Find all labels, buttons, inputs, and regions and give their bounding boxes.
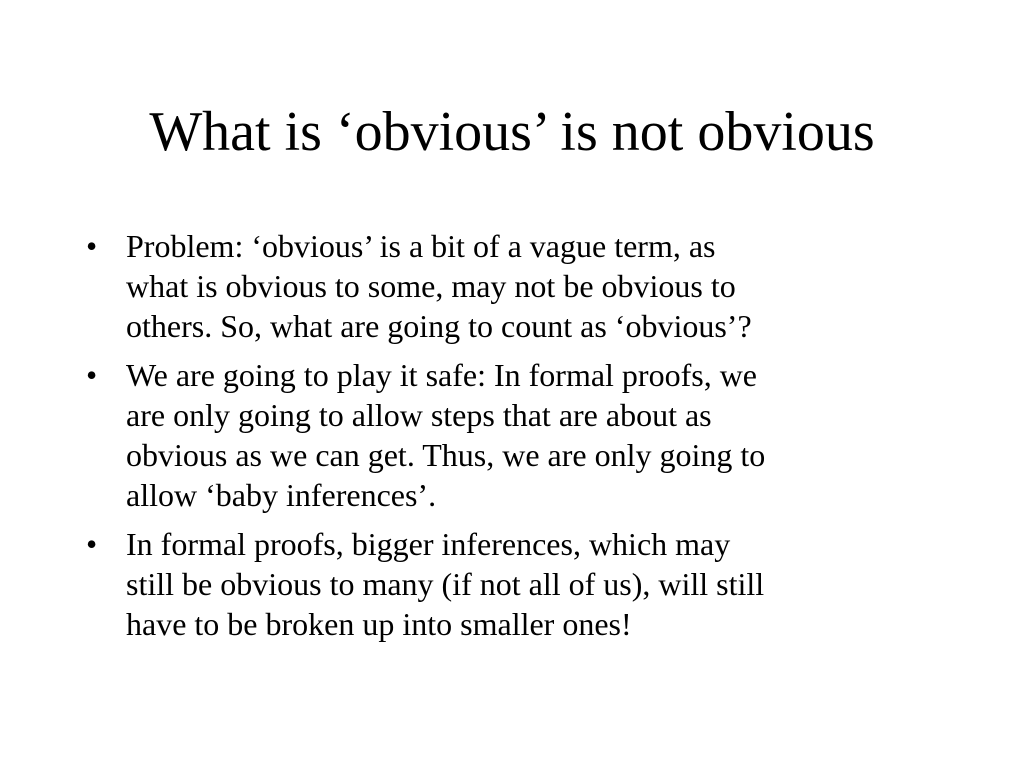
bullet-text-line: still be obvious to many (if not all of us), will still [126, 566, 765, 602]
bullet-item [86, 524, 946, 644]
bullet-text-line: are only going to allow steps that are about as [126, 397, 712, 433]
bullet-list [86, 226, 946, 653]
bullet-text-line: have to be broken up into smaller ones! [126, 606, 632, 642]
bullet-marker: • [86, 228, 98, 264]
bullet-text-line: We are going to play it safe: In formal proofs, we [126, 357, 757, 393]
bullet-text-line: others. So, what are going to count as ‘obvious’? [126, 308, 752, 344]
bullet-text-line: what is obvious to some, may not be obvious to [126, 268, 736, 304]
bullet-item [86, 226, 946, 346]
bullet-marker: • [86, 526, 98, 562]
bullet-text-line: obvious as we can get. Thus, we are only going to [126, 437, 766, 473]
bullet-marker: • [86, 357, 98, 393]
bullet-item [86, 355, 946, 515]
bullet-text-line: In formal proofs, bigger inferences, which may [126, 526, 731, 562]
slide-title: What is ‘obvious’ is not obvious [149, 101, 875, 163]
bullet-text-line: Problem: ‘obvious’ is a bit of a vague term, as [126, 228, 716, 264]
bullet-text-line: allow ‘baby inferences’. [126, 477, 437, 513]
